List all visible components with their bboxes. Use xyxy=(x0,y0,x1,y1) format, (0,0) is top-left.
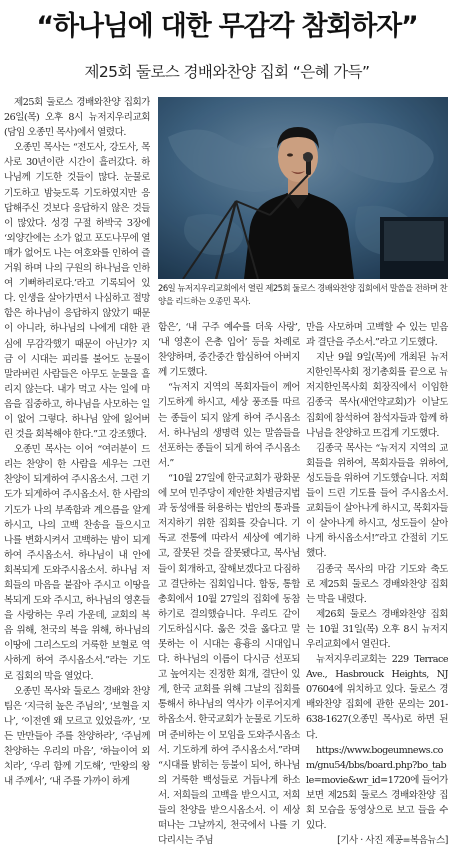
article-column-1 xyxy=(4,95,150,847)
article-subheadline: 제25회 둘로스 경배와찬양 집회 “은혜 가득” xyxy=(84,63,370,81)
article-paragraph: “뉴저지 지역의 목회자들이 께어 기도하게 하시고, 세상 풍조를 따르는 종들이 되지 않게 하여 주시옵소서. 하나님의 생명력 있는 말씀들을 선포하는 종들이 되게 하여 주시옵소서.” xyxy=(158,382,300,469)
article-paragraph: 제26회 둘로스 경배와찬양 집회는 10월 31일(목) 오후 8시 뉴저지우리교회에서 열린다. xyxy=(306,608,448,650)
article-paragraph: 오종민 목사는 이어 “여러분이 드리는 찬양이 한 사람을 세우는 그런 찬양이 되게하여 주시옵소서. 그런 기도가 되게하여 주시옵소서. 한 사람의 기도가 나의 부족함과 계으름을 알게 하시고, 나의 고백 찬송을 들으시고 나를 변화시켜서 고백하는 밤이 되게 하여 주시옵소서. 하나님이 내 안에 회복되게 도와주시옵소서. 하나님 저희들의 마음을 붙잡아 주시고 이땅을 복되게 도와 주시고, 하나님의 영혼들을 사랑하는 우리 가운데, 교회의 복음 위해, 천국의 복을 위해, 하나님의 이땅에 그리스도의 거룩한 보혈로 역사하게 하여 주시옵소서.”라는 기도로 집회의 막을 열었다. xyxy=(4,444,150,682)
article-photo xyxy=(158,97,448,279)
article-link-paragraph: https://www.bogeumnews.com/gnu54/bbs/board.php?bo_table=movie&wr_id=1720에 들어가보면 제25회 둘로스 경배와찬양 집회 모습을 동영상으로 보고 들을 수 있다. xyxy=(306,744,448,832)
article-paragraph: 김종국 목사의 마감 기도와 축도로 제25회 둘로스 경배와찬양 집회는 막을 내렸다. xyxy=(306,563,448,605)
article-paragraph: 제25회 둘로스 경배와찬양 집회가 26일(목) 오후 8시 뉴저지우리교회(담임 오종민 목사)에서 열렸다. xyxy=(4,97,150,139)
pastor-singing-photo xyxy=(158,97,448,279)
article-column-2 xyxy=(158,320,300,847)
article-column-3 xyxy=(306,320,448,847)
article-paragraph: 오종민 목사는 “전도사, 강도사, 목사로 30년이란 시간이 흘러갔다. 하나님께 기도한 것들이 많다. 눈물로 기도하고 밤늦도록 기도하였지만 응답해주신 것보다 응답하지 않은 것들이 많았다. 성경 구절 하박국 3장에 ‘외양간에는 소가 없고 포도나무에 열매가 없어도 나는 여호와를 인하여 즐거워 하며 나의 구원의 하나님을 인하여 기뻐하리로다.’라고 기록되어 있다. 인생을 살아가면서 나심하고 절망함은 하나님이 응답하지 않았기 때문이 아니라, 하나님의 나에게 대한 관심에 무감각했기 때문이 아닌가? 지금 이 시대는 피리를 불어도 눈물이 말라버린 사람들은 아무도 눈물을 흘리지 않는다. 내가 먹고 사는 일에 마음을 집중하고, 하나님을 사모하는 일이 없어 그렇다. 하나님 앞에 잃어버린 것을 회복해야 한다.”고 강조했다. xyxy=(4,142,150,441)
article-paragraph: “10월 27일에 한국교회가 광화문에 모여 민주당이 제안한 차별금지법과 동성애를 허용하는 법안의 통과를 저지하기 위한 집회를 갖습니다. 기독교 전통에 따라서 세상에 예기하고, 잘못된 것을 잘못됐다고, 목사님들이 회개하고, 잘해보겠다고 다짐하고 결단하는 집회입니다. 합동, 통합 총회에서 10월 27일의 집회에 동참하기로 결의했습니다. 우리도 같이 기도하십시다. 옳은 것을 옳다고 말못하는 이 시대는 흉흉의 시대입니다. 하나님의 이름이 다시금 선포되고 높여지는 진정한 회개, 결단이 있게, 한국 교회를 위해 그날의 집회를 통해서 하나님의 역사가 이루어지게 하옵소서. 한국교회가 눈물로 기도하며 준비하는 이 모임을 도와주시옵소서. 기도하게 하여 주시옵소서.”라며 “시대를 밝히는 등불이 되어, 하나님의 거룩한 백성들로 거듭나게 하소서. 저희들의 고백을 받으시고, 저희들의 찬양을 받으시옵소서. 이 세상 떠나는 그날까지, 천국에서 나를 기다리시는 주님 xyxy=(158,472,300,847)
photo-caption: 26일 뉴저지우리교회에서 열린 제25회 둘로스 경배와찬양 집회에서 말씀을 전하며 찬양을 리드하는 오종민 목사. xyxy=(158,283,448,306)
article-paragraph: 지난 9월 9일(목)에 개최된 뉴저지한인목사회 정기총회를 끝으로 뉴저지한인목사회 회장직에서 이임한 김종국 목사(새언약교회)가 이날도 집회에 참석하여 참석자들과 함께 하나님을 찬양하고 뜨겁게 기도했다. xyxy=(306,352,448,439)
article-paragraph: 오종민 목사와 둘로스 경배와 찬양팀은 ‘지극히 높은 주님의’, ‘보혈을 지나’, ‘이전엔 왜 모르고 있었을까’, ‘모든 만만들아 주를 찬양하라’, ‘주님께 찬양하는 우리의 마음’, ‘하늘이여 외치라’, ‘우리 함께 기도해’, ‘만왕의 왕 내 주께서’, ‘내 주를 가까이 하게 xyxy=(4,685,150,788)
article-credit: [기사 · 사진 제공=복음뉴스] xyxy=(337,835,448,846)
article-headline: “하나님에 대한 무감각 참회하자” xyxy=(36,11,418,42)
article-paragraph: 만을 사모하며 고백할 수 있는 믿음과 결단을 주소서.”라고 기도했다. xyxy=(306,322,448,349)
article-paragraph: 함은’, ‘내 구주 예수를 더욱 사랑’, ‘내 영혼이 은총 입어’ 등을 차례로 찬양하며, 중간중간 합심하여 아버지께 기도했다. xyxy=(158,322,300,379)
article-paragraph: 김종국 목사는 “뉴저지 지역의 교회들을 위하여, 목회자들을 위하여, 성도들을 위하여 기도했습니다. 저희들이 드린 기도를 들어 주시옵소서. 교회들이 살아나게 하시고, 목회자들이 살아나게 하시고, 성도들이 살아나게 하시옵소서!”라고 간절히 기도했다. xyxy=(306,442,448,560)
article-paragraph: 뉴저지우리교회는 229 Terrace Ave., Hasbrouck Heights, NJ 07604에 위치하고 있다. 둘로스 경배와찬양 집회에 관한 문의는 201-638-1627(오종민 목사)로 하면 된다. xyxy=(306,654,448,741)
